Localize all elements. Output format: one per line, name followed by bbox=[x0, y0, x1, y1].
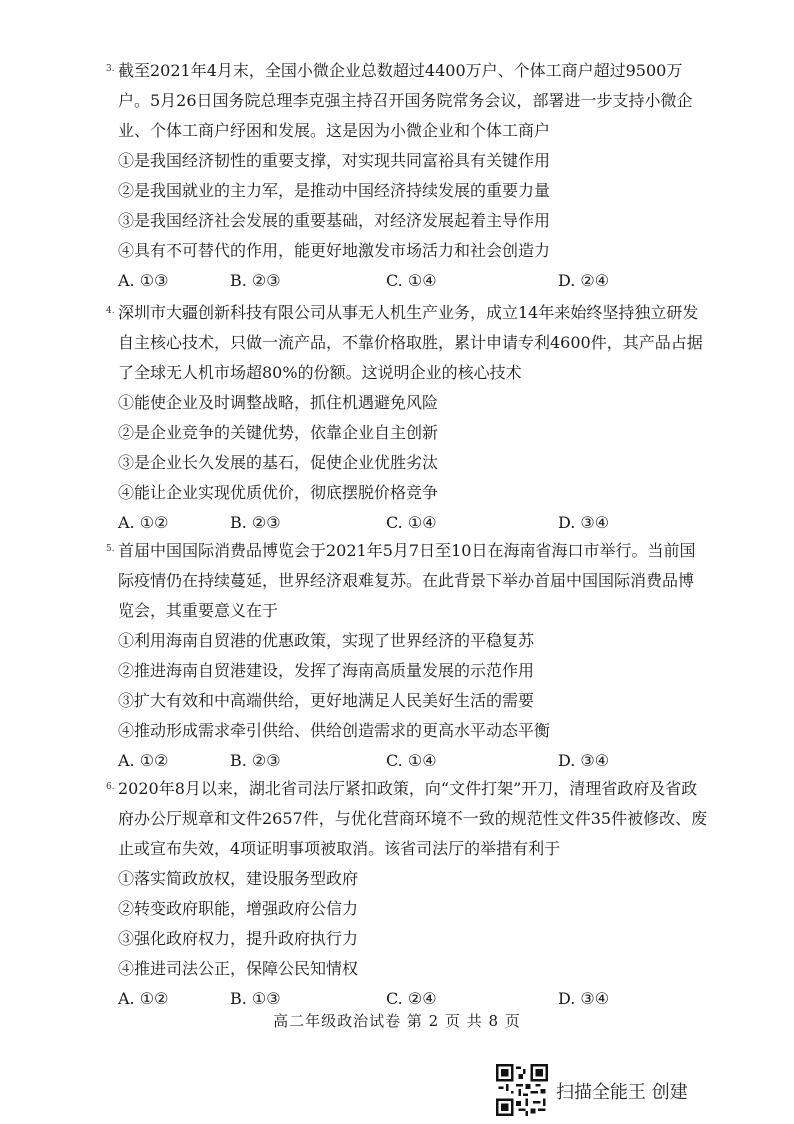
question-3 bbox=[106, 56, 708, 296]
question-5 bbox=[106, 536, 708, 776]
page-footer: 高二年级政治试卷 第 2 页 共 8 页 bbox=[273, 1012, 521, 1030]
option-4: ④能让企业实现优质优价，彻底摆脱价格竞争 bbox=[118, 483, 439, 502]
answer-choices bbox=[118, 508, 708, 538]
option-1: ①落实简政放权，建设服务型政府 bbox=[118, 869, 359, 888]
choice-a: A. ①② bbox=[118, 513, 169, 532]
choice-d: D. ③④ bbox=[558, 513, 610, 532]
option-2: ②转变政府职能，增强政府公信力 bbox=[118, 899, 359, 918]
option-3: ③强化政府权力，提升政府执行力 bbox=[118, 929, 359, 948]
option-4: ④推动形成需求牵引供给、供给创造需求的更高水平动态平衡 bbox=[118, 721, 551, 740]
question-4 bbox=[106, 298, 708, 538]
qr-code-icon bbox=[496, 1064, 548, 1116]
option-3: ③是企业长久发展的基石，促使企业优胜劣汰 bbox=[118, 453, 439, 472]
option-4: ④具有不可替代的作用，能更好地激发市场活力和社会创造力 bbox=[118, 241, 551, 260]
question-stem: 2020年8月以来，湖北省司法厅紧扣政策，向“文件打架”开刀，清理省政府及省政府办公厅规章和文件2657件，与优化营商环境不一致的规范性文件35件被修改、废止或宣布失效，4项证明事项被取消。该省司法厅的举措有利于 bbox=[118, 779, 708, 858]
option-1: ①能使企业及时调整战略，抓住机遇避免风险 bbox=[118, 393, 439, 412]
option-4: ④推进司法公正，保障公民知情权 bbox=[118, 959, 359, 978]
choice-b: B. ②③ bbox=[230, 271, 281, 290]
question-number: 4. bbox=[106, 306, 115, 316]
choice-b: B. ②③ bbox=[230, 751, 281, 770]
choice-a: A. ①② bbox=[118, 989, 169, 1008]
choice-d: D. ③④ bbox=[558, 751, 610, 770]
question-6 bbox=[106, 774, 708, 1014]
question-stem: 首届中国国际消费品博览会于2021年5月7日至10日在海南省海口市举行。当前国际疫情仍在持续蔓延，世界经济艰难复苏。在此背景下举办首届中国国际消费品博览会，其重要意义在于 bbox=[118, 541, 696, 620]
choice-b: B. ①③ bbox=[230, 989, 281, 1008]
option-3: ③扩大有效和中高端供给，更好地满足人民美好生活的需要 bbox=[118, 691, 535, 710]
question-number: 6. bbox=[106, 782, 115, 792]
choice-a: A. ①③ bbox=[118, 271, 169, 290]
question-stem: 截至2021年4月末，全国小微企业总数超过4400万户、个体工商户超过9500万户。5月26日国务院总理李克强主持召开国务院常务会议，部署进一步支持小微企业、个体工商户纾困和发展。这是因为小微企业和个体工商户 bbox=[118, 61, 693, 140]
choice-b: B. ②③ bbox=[230, 513, 281, 532]
option-3: ③是我国经济社会发展的重要基础，对经济发展起着主导作用 bbox=[118, 211, 551, 230]
question-stem: 深圳市大疆创新科技有限公司从事无人机生产业务，成立14年来始终坚持独立研发自主核心技术，只做一流产品，不靠价格取胜，累计申请专利4600件，其产品占据了全球无人机市场超80%的份额。这说明企业的核心技术 bbox=[118, 303, 703, 382]
choice-d: D. ②④ bbox=[558, 271, 610, 290]
scanner-watermark: 扫描全能王 创建 bbox=[556, 1082, 688, 1103]
choice-a: A. ①② bbox=[118, 751, 169, 770]
choice-c: C. ①④ bbox=[386, 271, 437, 290]
option-2: ②推进海南自贸港建设，发挥了海南高质量发展的示范作用 bbox=[118, 661, 535, 680]
question-number: 3. bbox=[106, 64, 115, 74]
option-2: ②是我国就业的主力军，是推动中国经济持续发展的重要力量 bbox=[118, 181, 551, 200]
choice-c: C. ①④ bbox=[386, 751, 437, 770]
question-number: 5. bbox=[106, 544, 115, 554]
choice-c: C. ②④ bbox=[386, 989, 437, 1008]
option-1: ①利用海南自贸港的优惠政策，实现了世界经济的平稳复苏 bbox=[118, 631, 535, 650]
option-2: ②是企业竞争的关键优势，依靠企业自主创新 bbox=[118, 423, 439, 442]
answer-choices bbox=[118, 746, 708, 776]
option-1: ①是我国经济韧性的重要支撑，对实现共同富裕具有关键作用 bbox=[118, 151, 551, 170]
choice-d: D. ③④ bbox=[558, 989, 610, 1008]
choice-c: C. ①④ bbox=[386, 513, 437, 532]
answer-choices bbox=[118, 266, 708, 296]
